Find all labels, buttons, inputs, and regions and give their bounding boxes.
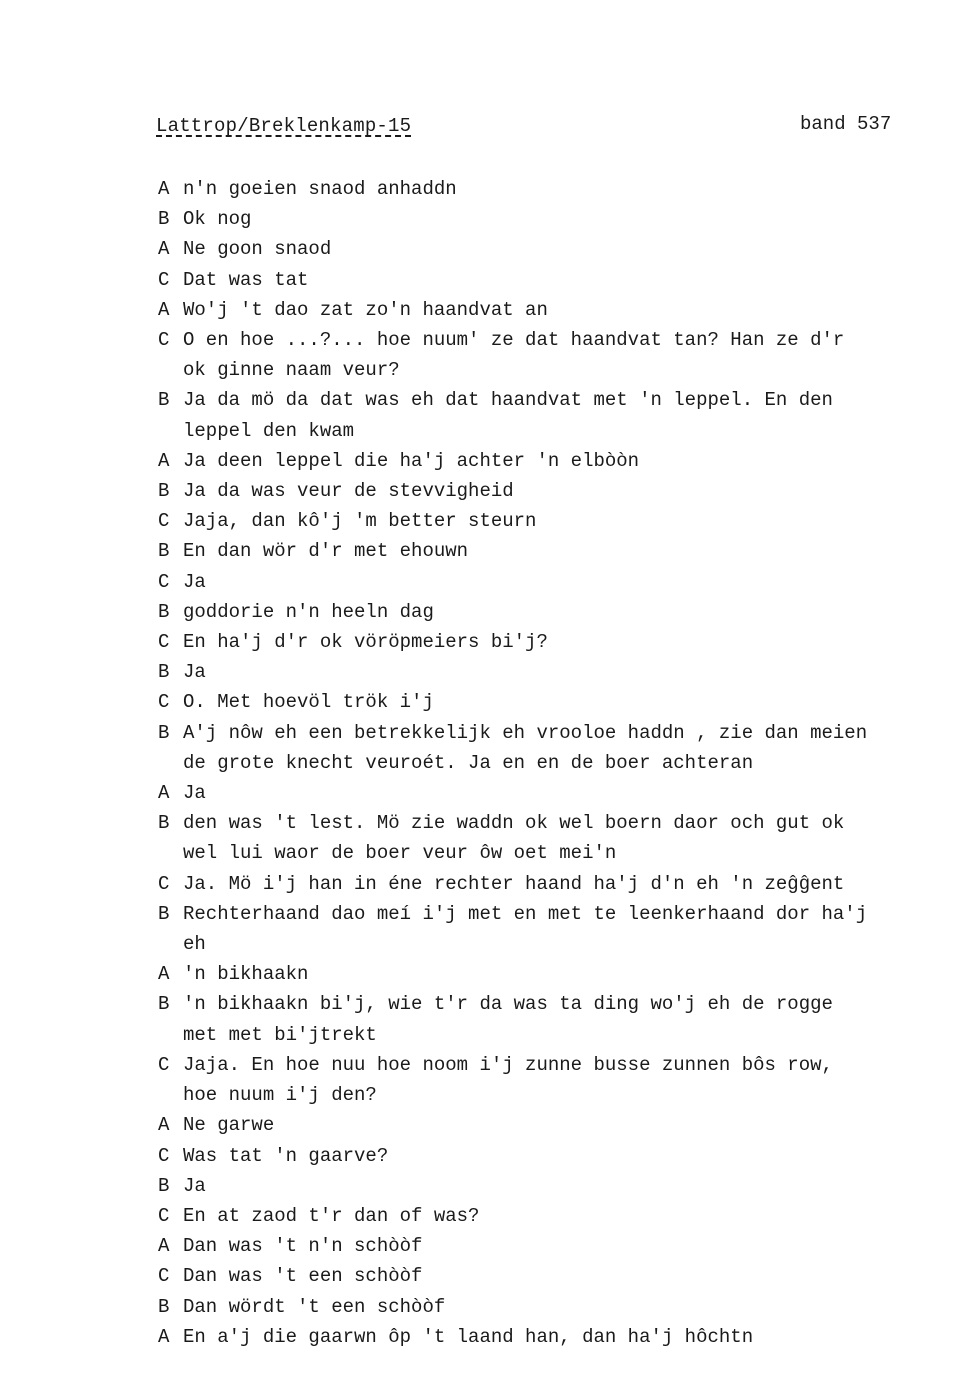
transcript-line (158, 1110, 948, 1140)
speaker-label (158, 929, 183, 959)
transcript-line (158, 989, 948, 1019)
utterance-text: Jaja, dan kô'j 'm better steurn (183, 510, 537, 533)
speaker-label: A (158, 782, 170, 805)
utterance-text: Ja (183, 782, 206, 805)
utterance-text: Dan wördt 't een schòòf (183, 1295, 446, 1318)
transcript-line (158, 416, 948, 446)
speaker-label: B (158, 661, 170, 684)
speaker-label: C (158, 510, 170, 533)
speaker-label: B (158, 1174, 170, 1197)
speaker-label: C (158, 1053, 170, 1076)
speaker-label: C (158, 691, 170, 714)
speaker-label: A (158, 238, 170, 261)
speaker-label: B (158, 721, 170, 744)
speaker-label: C (158, 1144, 170, 1167)
utterance-text: Jaja. En hoe nuu hoe noom i'j zunne busse zunnen bôs row, (183, 1053, 833, 1076)
utterance-text: Was tat 'n gaarve? (183, 1144, 389, 1167)
utterance-text: Ja. Mö i'j han in éne rechter haand ha'j d'n eh 'n zeĝĝent (183, 872, 845, 895)
speaker-label: B (158, 540, 170, 563)
speaker-label: B (158, 480, 170, 503)
utterance-text: Ne goon snaod (183, 238, 332, 261)
utterance-text: ok ginne naam veur? (183, 359, 400, 382)
utterance-text: leppel den kwam (183, 419, 355, 442)
transcript-line (158, 355, 948, 385)
utterance-text: met met bi'jtrekt (183, 1023, 377, 1046)
transcript-line (158, 1020, 948, 1050)
transcript-line (158, 597, 948, 627)
transcript-line (158, 446, 948, 476)
speaker-label: C (158, 872, 170, 895)
speaker-label (158, 1080, 183, 1110)
utterance-text: den was 't lest. Mö zie waddn ok wel boern daor och gut ok (183, 812, 845, 835)
utterance-text: En dan wör d'r met ehouwn (183, 540, 469, 563)
speaker-label (158, 355, 183, 385)
utterance-text: Rechterhaand dao meí i'j met en met te leenkerhaand dor ha'j (183, 902, 868, 925)
speaker-label: C (158, 1265, 170, 1288)
transcript-line (158, 506, 948, 536)
speaker-label: B (158, 1295, 170, 1318)
utterance-text: Ja da was veur de stevvigheid (183, 480, 514, 503)
speaker-label: B (158, 902, 170, 925)
transcript-line (158, 959, 948, 989)
transcript-line (158, 1171, 948, 1201)
utterance-text: goddorie n'n heeln dag (183, 600, 434, 623)
transcript-line (158, 1141, 948, 1171)
transcript-line (158, 748, 948, 778)
utterance-text: Ja (183, 570, 206, 593)
transcript-line (158, 325, 948, 355)
utterance-text: 'n bikhaakn bi'j, wie t'r da was ta ding wo'j eh de rogge (183, 993, 833, 1016)
transcript-line (158, 899, 948, 929)
speaker-label (158, 1020, 183, 1050)
utterance-text: Dan was 't een schòòf (183, 1265, 423, 1288)
speaker-label (158, 416, 183, 446)
transcript-line (158, 1261, 948, 1291)
transcript-line (158, 567, 948, 597)
transcript (158, 174, 948, 1352)
transcript-line (158, 687, 948, 717)
speaker-label: A (158, 449, 170, 472)
utterance-text: Ja deen leppel die ha'j achter 'n elbòòn (183, 449, 640, 472)
speaker-label: A (158, 1114, 170, 1137)
transcript-line (158, 627, 948, 657)
transcript-line (158, 265, 948, 295)
utterance-text: Wo'j 't dao zat zo'n haandvat an (183, 298, 548, 321)
speaker-label: C (158, 329, 170, 352)
transcript-line (158, 808, 948, 838)
utterance-text: Dat was tat (183, 268, 309, 291)
transcript-line (158, 778, 948, 808)
speaker-label: A (158, 1235, 170, 1258)
speaker-label: C (158, 570, 170, 593)
speaker-label: C (158, 268, 170, 291)
transcript-line (158, 718, 948, 748)
transcript-line (158, 536, 948, 566)
utterance-text: Dan was 't n'n schòòf (183, 1235, 423, 1258)
utterance-text: Ja (183, 661, 206, 684)
speaker-label (158, 748, 183, 778)
utterance-text: 'n bikhaakn (183, 963, 309, 986)
transcript-line (158, 476, 948, 506)
utterance-text: En ha'j d'r ok vöröpmeiers bi'j? (183, 631, 548, 654)
transcript-line (158, 1322, 948, 1352)
transcript-line (158, 1201, 948, 1231)
utterance-text: Ok nog (183, 208, 252, 231)
speaker-label: B (158, 389, 170, 412)
speaker-label: A (158, 178, 170, 200)
transcript-line (158, 174, 948, 204)
transcript-line (158, 929, 948, 959)
utterance-text: O en hoe ...?... hoe nuum' ze dat haandvat tan? Han ze d'r (183, 329, 845, 352)
speaker-label: B (158, 600, 170, 623)
transcript-line (158, 295, 948, 325)
speaker-label: C (158, 1204, 170, 1227)
speaker-label: B (158, 812, 170, 835)
speaker-label (158, 838, 183, 868)
speaker-label: C (158, 631, 170, 654)
utterance-text: n'n goeien snaod anhaddn (183, 178, 457, 200)
transcript-line (158, 234, 948, 264)
speaker-label: A (158, 963, 170, 986)
utterance-text: wel lui waor de boer veur ôw oet mei'n (183, 842, 617, 865)
band-number: band 537 (800, 113, 892, 135)
utterance-text: En at zaod t'r dan of was? (183, 1204, 480, 1227)
utterance-text: Ne garwe (183, 1114, 275, 1137)
utterance-text: A'j nôw eh een betrekkelijk eh vrooloe haddn , zie dan meien (183, 721, 868, 744)
utterance-text: O. Met hoevöl trök i'j (183, 691, 434, 714)
speaker-label: A (158, 1325, 170, 1348)
transcript-line (158, 838, 948, 868)
utterance-text: Ja da mö da dat was eh dat haandvat met 'n leppel. En den (183, 389, 833, 412)
transcript-line (158, 1292, 948, 1322)
utterance-text: En a'j die gaarwn ôp 't laand han, dan ha'j hôchtn (183, 1325, 754, 1348)
transcript-line (158, 657, 948, 687)
transcript-line (158, 1080, 948, 1110)
utterance-text: hoe nuum i'j den? (183, 1084, 377, 1107)
transcript-line (158, 204, 948, 234)
speaker-label: B (158, 993, 170, 1016)
utterance-text: Ja (183, 1174, 206, 1197)
document-title: Lattrop/Breklenkamp-15 (156, 115, 412, 137)
speaker-label: A (158, 298, 170, 321)
transcript-line (158, 869, 948, 899)
utterance-text: de grote knecht veuroét. Ja en en de boer achteran (183, 751, 754, 774)
transcript-line (158, 1050, 948, 1080)
transcript-line (158, 385, 948, 415)
transcript-line (158, 1231, 948, 1261)
speaker-label: B (158, 208, 170, 231)
utterance-text: eh (183, 933, 206, 956)
